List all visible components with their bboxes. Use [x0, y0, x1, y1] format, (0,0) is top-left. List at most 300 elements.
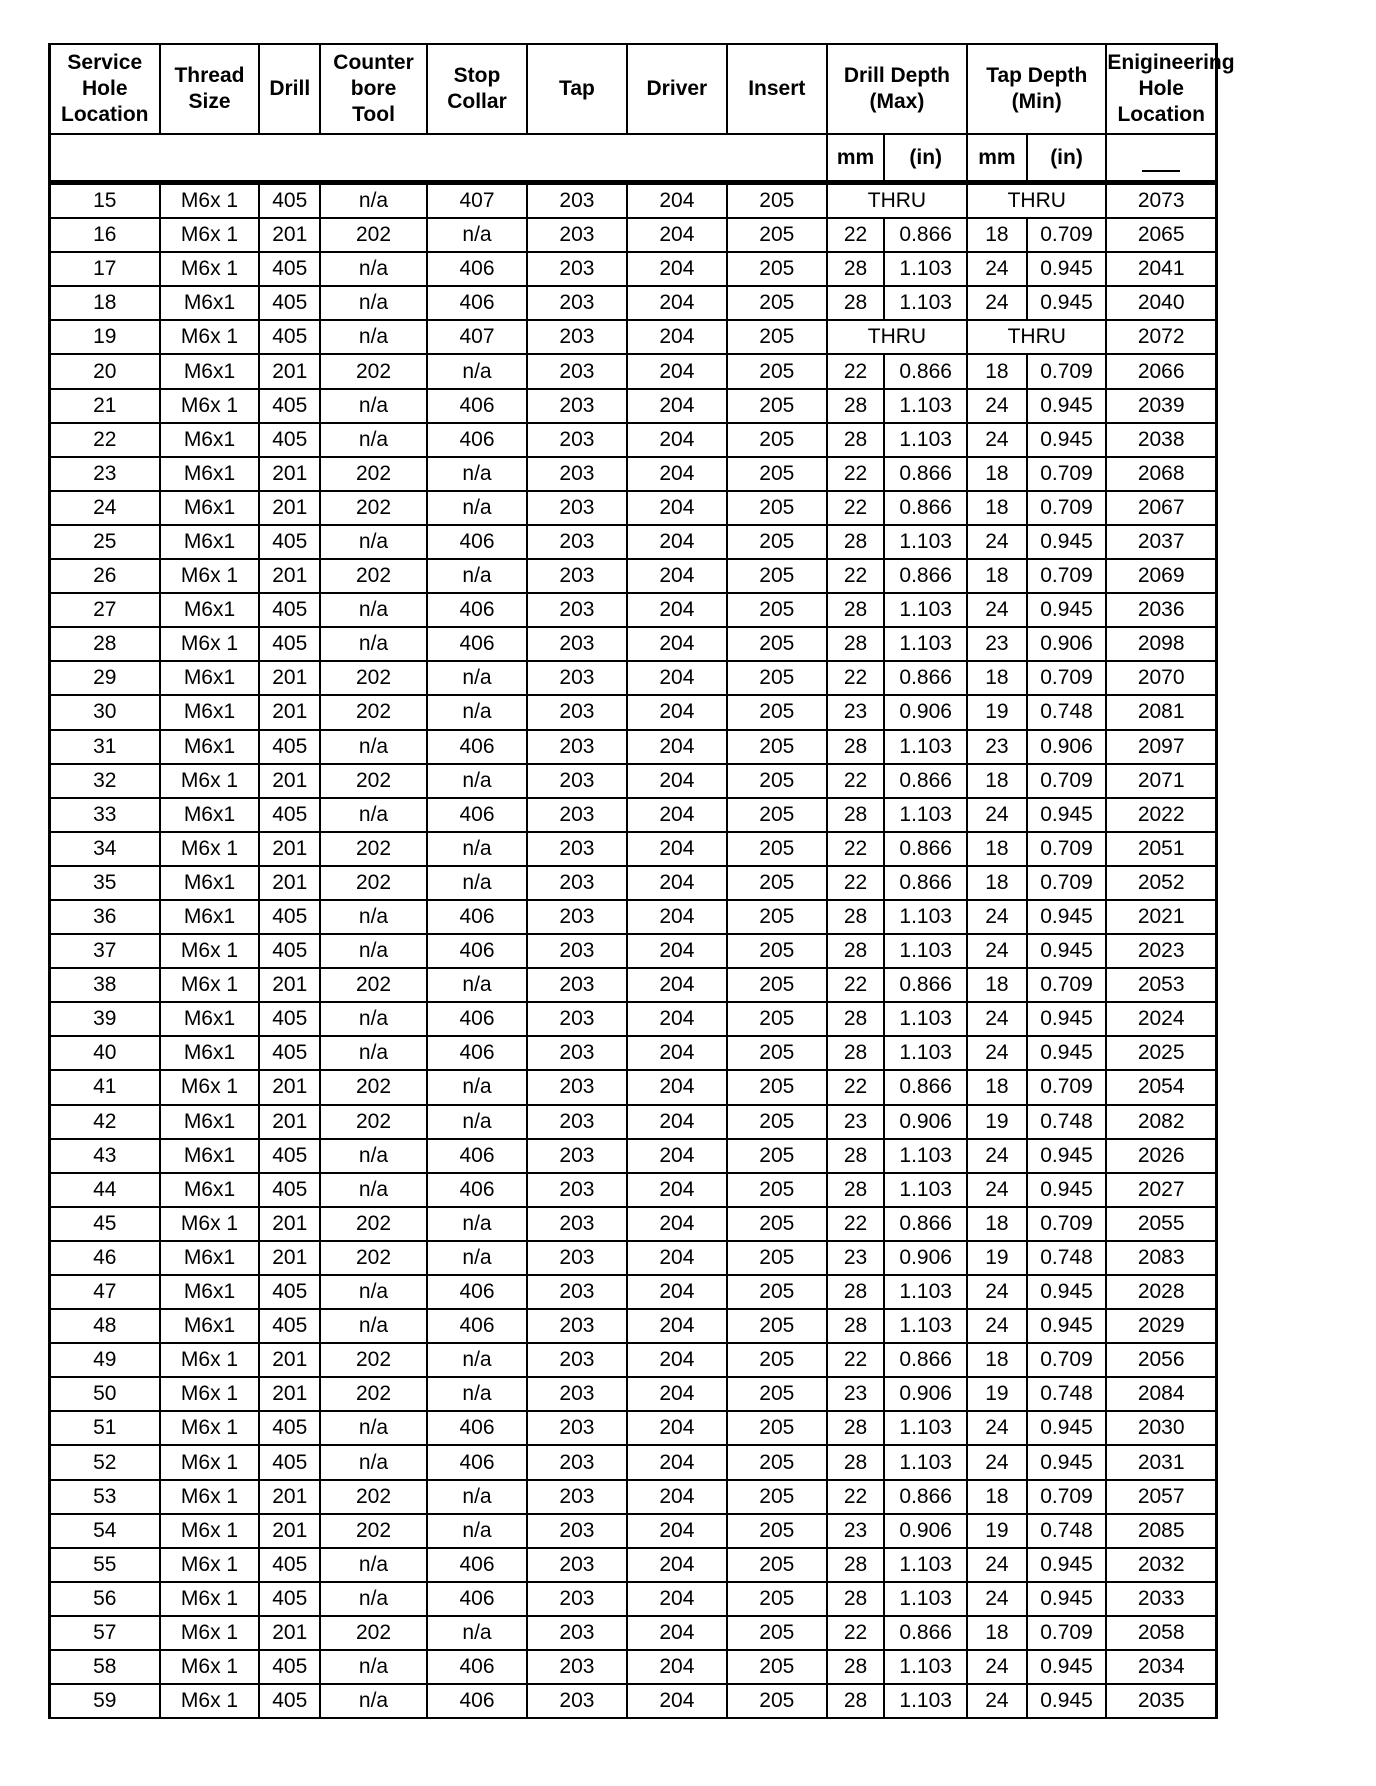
- cell-tap-depth-in: 0.709: [1027, 559, 1107, 593]
- table-row: [50, 695, 1217, 729]
- cell-counterbore: n/a: [320, 1139, 427, 1173]
- table-row: [50, 934, 1217, 968]
- cell-drill-depth-in: 0.866: [884, 1480, 967, 1514]
- cell-tap: 203: [527, 1139, 627, 1173]
- cell-drill-depth-mm: 28: [827, 900, 885, 934]
- cell-tap: 203: [527, 1548, 627, 1582]
- cell-eng-hole: 2082: [1106, 1105, 1216, 1139]
- cell-drill: 405: [259, 1548, 320, 1582]
- cell-drill-depth-mm: 22: [827, 866, 885, 900]
- cell-tap-depth-mm: 24: [967, 1275, 1027, 1309]
- cell-thread-size: M6x 1: [160, 1548, 260, 1582]
- cell-thread-size: M6x1: [160, 866, 260, 900]
- cell-tap-depth-in: 0.709: [1027, 218, 1107, 252]
- cell-stop-collar: 406: [427, 1139, 527, 1173]
- cell-driver: 204: [627, 1650, 727, 1684]
- cell-insert: 205: [727, 1139, 827, 1173]
- cell-counterbore: n/a: [320, 1684, 427, 1718]
- cell-driver: 204: [627, 730, 727, 764]
- cell-counterbore: n/a: [320, 1445, 427, 1479]
- cell-tap: 203: [527, 1241, 627, 1275]
- header-line: Driver: [646, 77, 708, 100]
- cell-insert: 205: [727, 695, 827, 729]
- cell-drill-depth-mm: 28: [827, 1548, 885, 1582]
- table-row: [50, 764, 1217, 798]
- cell-service-hole: 54: [50, 1514, 160, 1548]
- cell-counterbore: 202: [320, 491, 427, 525]
- cell-insert: 205: [727, 1070, 827, 1104]
- cell-service-hole: 16: [50, 218, 160, 252]
- cell-drill-depth-in: 0.866: [884, 457, 967, 491]
- header-line: Insert: [748, 77, 806, 100]
- cell-eng-hole: 2030: [1106, 1411, 1216, 1445]
- cell-service-hole: 21: [50, 389, 160, 423]
- cell-tap-depth-mm: 18: [967, 764, 1027, 798]
- cell-service-hole: 45: [50, 1207, 160, 1241]
- cell-tap-depth-mm: 24: [967, 525, 1027, 559]
- cell-drill-depth-in: 1.103: [884, 1275, 967, 1309]
- header-driver: [627, 44, 727, 134]
- cell-tap: 203: [527, 832, 627, 866]
- cell-insert: 205: [727, 1309, 827, 1343]
- cell-eng-hole: 2053: [1106, 968, 1216, 1002]
- cell-tap-depth-in: 0.945: [1027, 1275, 1107, 1309]
- cell-eng-hole: 2070: [1106, 661, 1216, 695]
- table-row: [50, 1343, 1217, 1377]
- cell-service-hole: 20: [50, 354, 160, 388]
- cell-eng-hole: 2069: [1106, 559, 1216, 593]
- cell-counterbore: 202: [320, 1514, 427, 1548]
- cell-thread-size: M6x1: [160, 695, 260, 729]
- table-row: [50, 1275, 1217, 1309]
- cell-counterbore: 202: [320, 354, 427, 388]
- header-engineering-hole-location: [1106, 44, 1235, 134]
- table-row: [50, 798, 1217, 832]
- cell-stop-collar: 406: [427, 1548, 527, 1582]
- cell-stop-collar: 406: [427, 1309, 527, 1343]
- cell-counterbore: n/a: [320, 1036, 427, 1070]
- cell-drill: 405: [259, 627, 320, 661]
- cell-tap: 203: [527, 1309, 627, 1343]
- cell-thread-size: M6x 1: [160, 1343, 260, 1377]
- cell-drill-depth-in: 1.103: [884, 627, 967, 661]
- cell-counterbore: 202: [320, 661, 427, 695]
- cell-counterbore: 202: [320, 968, 427, 1002]
- cell-eng-hole: 2033: [1106, 1582, 1216, 1616]
- cell-drill: 405: [259, 423, 320, 457]
- cell-stop-collar: 407: [427, 320, 527, 354]
- cell-insert: 205: [727, 866, 827, 900]
- header-counterbore-tool: [320, 44, 427, 134]
- cell-driver: 204: [627, 1684, 727, 1718]
- cell-drill-depth-mm: 22: [827, 1480, 885, 1514]
- cell-insert: 205: [727, 900, 827, 934]
- cell-tap: 203: [527, 1105, 627, 1139]
- cell-eng-hole: 2098: [1106, 627, 1216, 661]
- cell-drill-depth-in: 0.866: [884, 764, 967, 798]
- cell-stop-collar: n/a: [427, 866, 527, 900]
- cell-driver: 204: [627, 764, 727, 798]
- cell-service-hole: 22: [50, 423, 160, 457]
- cell-counterbore: n/a: [320, 1309, 427, 1343]
- cell-tap: 203: [527, 1445, 627, 1479]
- unit-in: (in): [1027, 134, 1107, 182]
- table-row: [50, 1411, 1217, 1445]
- table-row: [50, 525, 1217, 559]
- table-row: [50, 627, 1217, 661]
- cell-service-hole: 46: [50, 1241, 160, 1275]
- cell-drill-depth-mm: 28: [827, 593, 885, 627]
- cell-drill-depth-mm: 28: [827, 389, 885, 423]
- cell-tap-depth-in: 0.945: [1027, 1309, 1107, 1343]
- cell-counterbore: 202: [320, 832, 427, 866]
- cell-driver: 204: [627, 593, 727, 627]
- cell-counterbore: 202: [320, 866, 427, 900]
- cell-tap: 203: [527, 1377, 627, 1411]
- cell-insert: 205: [727, 1241, 827, 1275]
- cell-tap-depth-in: 0.906: [1027, 627, 1107, 661]
- cell-eng-hole: 2083: [1106, 1241, 1216, 1275]
- cell-drill: 405: [259, 1309, 320, 1343]
- cell-stop-collar: 406: [427, 798, 527, 832]
- cell-drill-depth-in: 1.103: [884, 423, 967, 457]
- cell-counterbore: n/a: [320, 593, 427, 627]
- cell-stop-collar: 407: [427, 184, 527, 218]
- cell-service-hole: 43: [50, 1139, 160, 1173]
- header-line: Location: [61, 103, 149, 126]
- cell-insert: 205: [727, 423, 827, 457]
- cell-insert: 205: [727, 389, 827, 423]
- cell-tap-depth-in: 0.945: [1027, 798, 1107, 832]
- cell-counterbore: 202: [320, 764, 427, 798]
- cell-drill-depth-mm: 28: [827, 252, 885, 286]
- cell-drill-depth-in: 0.906: [884, 695, 967, 729]
- table-row: [50, 593, 1217, 627]
- cell-drill-depth-in: 0.866: [884, 1343, 967, 1377]
- cell-tap-depth-mm: 23: [967, 730, 1027, 764]
- cell-counterbore: n/a: [320, 1650, 427, 1684]
- table-row: [50, 1514, 1217, 1548]
- cell-drill: 201: [259, 1241, 320, 1275]
- cell-drill: 405: [259, 525, 320, 559]
- cell-drill-depth-mm: 28: [827, 286, 885, 320]
- cell-drill: 201: [259, 1514, 320, 1548]
- cell-drill-depth-mm: 28: [827, 1582, 885, 1616]
- cell-tap: 203: [527, 184, 627, 218]
- cell-tap-depth-mm: 23: [967, 627, 1027, 661]
- header-line: Enigineering Hole: [1107, 51, 1235, 100]
- cell-thread-size: M6x 1: [160, 218, 260, 252]
- cell-drill-depth-mm: 28: [827, 1684, 885, 1718]
- cell-drill-depth-in: 1.103: [884, 1309, 967, 1343]
- cell-counterbore: 202: [320, 559, 427, 593]
- header-line: Drill: [269, 77, 311, 100]
- cell-tap-depth-in: 0.709: [1027, 661, 1107, 695]
- cell-insert: 205: [727, 968, 827, 1002]
- cell-thread-size: M6x1: [160, 1139, 260, 1173]
- table-row: [50, 252, 1217, 286]
- cell-drill-depth-mm: THRU: [827, 184, 967, 218]
- cell-stop-collar: n/a: [427, 491, 527, 525]
- cell-tap: 203: [527, 627, 627, 661]
- cell-tap-depth-mm: 24: [967, 423, 1027, 457]
- cell-drill: 201: [259, 1480, 320, 1514]
- header-line: Location: [1117, 103, 1205, 126]
- cell-stop-collar: n/a: [427, 218, 527, 252]
- cell-tap-depth-mm: 24: [967, 798, 1027, 832]
- cell-thread-size: M6x1: [160, 286, 260, 320]
- cell-tap-depth-mm: THRU: [967, 184, 1106, 218]
- cell-tap: 203: [527, 1616, 627, 1650]
- cell-drill: 405: [259, 730, 320, 764]
- cell-service-hole: 32: [50, 764, 160, 798]
- cell-thread-size: M6x 1: [160, 968, 260, 1002]
- cell-drill-depth-mm: 28: [827, 423, 885, 457]
- cell-stop-collar: 406: [427, 1582, 527, 1616]
- cell-tap-depth-in: 0.748: [1027, 695, 1107, 729]
- cell-drill: 405: [259, 1582, 320, 1616]
- cell-driver: 204: [627, 1548, 727, 1582]
- cell-service-hole: 49: [50, 1343, 160, 1377]
- cell-tap-depth-in: 0.748: [1027, 1105, 1107, 1139]
- cell-tap: 203: [527, 423, 627, 457]
- cell-stop-collar: 406: [427, 1411, 527, 1445]
- cell-tap: 203: [527, 1582, 627, 1616]
- cell-thread-size: M6x 1: [160, 1070, 260, 1104]
- cell-insert: 205: [727, 1105, 827, 1139]
- table-row: [50, 1650, 1217, 1684]
- cell-drill: 201: [259, 457, 320, 491]
- cell-service-hole: 27: [50, 593, 160, 627]
- cell-stop-collar: 406: [427, 627, 527, 661]
- cell-drill-depth-in: 1.103: [884, 798, 967, 832]
- cell-tap: 203: [527, 457, 627, 491]
- cell-eng-hole: 2056: [1106, 1343, 1216, 1377]
- cell-service-hole: 19: [50, 320, 160, 354]
- cell-drill-depth-in: 0.866: [884, 1207, 967, 1241]
- cell-drill-depth-in: 0.866: [884, 218, 967, 252]
- cell-drill-depth-mm: 22: [827, 457, 885, 491]
- table-row: [50, 1139, 1217, 1173]
- cell-service-hole: 38: [50, 968, 160, 1002]
- cell-drill: 405: [259, 389, 320, 423]
- cell-service-hole: 28: [50, 627, 160, 661]
- cell-eng-hole: 2036: [1106, 593, 1216, 627]
- cell-tap: 203: [527, 593, 627, 627]
- cell-tap-depth-mm: 24: [967, 1309, 1027, 1343]
- cell-tap-depth-in: 0.709: [1027, 1480, 1107, 1514]
- cell-driver: 204: [627, 525, 727, 559]
- cell-drill-depth-in: 1.103: [884, 730, 967, 764]
- cell-drill-depth-mm: 22: [827, 559, 885, 593]
- cell-stop-collar: n/a: [427, 354, 527, 388]
- cell-insert: 205: [727, 627, 827, 661]
- cell-drill-depth-in: 1.103: [884, 1650, 967, 1684]
- cell-thread-size: M6x1: [160, 798, 260, 832]
- cell-stop-collar: n/a: [427, 1070, 527, 1104]
- cell-eng-hole: 2073: [1106, 184, 1216, 218]
- cell-stop-collar: n/a: [427, 559, 527, 593]
- cell-tap-depth-in: 0.709: [1027, 832, 1107, 866]
- cell-thread-size: M6x1: [160, 593, 260, 627]
- cell-tap-depth-in: 0.709: [1027, 1207, 1107, 1241]
- cell-drill-depth-in: 1.103: [884, 525, 967, 559]
- cell-tap-depth-mm: 24: [967, 1036, 1027, 1070]
- cell-eng-hole: 2022: [1106, 798, 1216, 832]
- cell-tap-depth-mm: 19: [967, 1377, 1027, 1411]
- cell-drill-depth-in: 1.103: [884, 1411, 967, 1445]
- cell-tap-depth-mm: 24: [967, 389, 1027, 423]
- cell-drill: 201: [259, 764, 320, 798]
- cell-tap: 203: [527, 1411, 627, 1445]
- cell-driver: 204: [627, 1036, 727, 1070]
- cell-tap-depth-mm: 18: [967, 661, 1027, 695]
- cell-tap: 203: [527, 320, 627, 354]
- cell-tap-depth-mm: 18: [967, 1070, 1027, 1104]
- header-line: Counter: [333, 51, 414, 74]
- cell-insert: 205: [727, 1650, 827, 1684]
- cell-thread-size: M6x1: [160, 423, 260, 457]
- cell-driver: 204: [627, 286, 727, 320]
- cell-stop-collar: 406: [427, 1002, 527, 1036]
- cell-insert: 205: [727, 832, 827, 866]
- header-stop-collar: [427, 44, 527, 134]
- cell-tap-depth-mm: 18: [967, 218, 1027, 252]
- cell-drill-depth-mm: 22: [827, 491, 885, 525]
- cell-counterbore: n/a: [320, 184, 427, 218]
- cell-counterbore: n/a: [320, 900, 427, 934]
- table-row: [50, 320, 1217, 354]
- header-tap-depth: [967, 44, 1106, 134]
- cell-eng-hole: 2051: [1106, 832, 1216, 866]
- cell-stop-collar: 406: [427, 1173, 527, 1207]
- cell-drill-depth-mm: 28: [827, 934, 885, 968]
- table-row: [50, 184, 1217, 218]
- cell-drill: 405: [259, 320, 320, 354]
- unit-mm: mm: [827, 134, 885, 182]
- cell-tap: 203: [527, 1650, 627, 1684]
- header-line: Thread: [174, 64, 245, 87]
- cell-service-hole: 42: [50, 1105, 160, 1139]
- cell-tap: 203: [527, 218, 627, 252]
- cell-tap-depth-mm: 18: [967, 1207, 1027, 1241]
- cell-insert: 205: [727, 1582, 827, 1616]
- cell-drill-depth-mm: 23: [827, 1105, 885, 1139]
- cell-drill-depth-mm: 22: [827, 1207, 885, 1241]
- cell-driver: 204: [627, 1616, 727, 1650]
- cell-service-hole: 34: [50, 832, 160, 866]
- cell-tap: 203: [527, 798, 627, 832]
- cell-drill-depth-in: 1.103: [884, 593, 967, 627]
- cell-stop-collar: 406: [427, 1650, 527, 1684]
- cell-stop-collar: 406: [427, 1275, 527, 1309]
- cell-eng-hole: 2035: [1106, 1684, 1216, 1718]
- cell-eng-hole: 2023: [1106, 934, 1216, 968]
- cell-thread-size: M6x 1: [160, 184, 260, 218]
- cell-drill-depth-mm: 28: [827, 1411, 885, 1445]
- cell-stop-collar: n/a: [427, 661, 527, 695]
- cell-drill: 201: [259, 866, 320, 900]
- cell-drill-depth-mm: 23: [827, 1514, 885, 1548]
- cell-drill-depth-mm: 22: [827, 354, 885, 388]
- cell-thread-size: M6x1: [160, 1173, 260, 1207]
- cell-driver: 204: [627, 832, 727, 866]
- cell-tap-depth-mm: 19: [967, 1514, 1027, 1548]
- cell-tap-depth-mm: 18: [967, 1343, 1027, 1377]
- table-row: [50, 423, 1217, 457]
- cell-drill: 405: [259, 286, 320, 320]
- cell-drill-depth-in: 0.906: [884, 1377, 967, 1411]
- cell-drill: 201: [259, 661, 320, 695]
- cell-insert: 205: [727, 593, 827, 627]
- cell-drill: 201: [259, 218, 320, 252]
- unit-dash: [1106, 134, 1216, 182]
- cell-driver: 204: [627, 354, 727, 388]
- cell-insert: 205: [727, 1514, 827, 1548]
- cell-insert: 205: [727, 934, 827, 968]
- cell-drill: 405: [259, 252, 320, 286]
- cell-driver: 204: [627, 1105, 727, 1139]
- cell-eng-hole: 2041: [1106, 252, 1216, 286]
- cell-drill: 201: [259, 1343, 320, 1377]
- cell-drill-depth-in: 0.866: [884, 1070, 967, 1104]
- cell-thread-size: M6x 1: [160, 1445, 260, 1479]
- cell-thread-size: M6x1: [160, 900, 260, 934]
- cell-drill-depth-in: 0.866: [884, 832, 967, 866]
- cell-service-hole: 41: [50, 1070, 160, 1104]
- cell-thread-size: M6x 1: [160, 764, 260, 798]
- cell-drill-depth-in: 1.103: [884, 1445, 967, 1479]
- cell-insert: 205: [727, 1480, 827, 1514]
- table-row: [50, 1445, 1217, 1479]
- cell-drill: 201: [259, 1377, 320, 1411]
- cell-tap-depth-mm: 24: [967, 1650, 1027, 1684]
- cell-drill: 405: [259, 593, 320, 627]
- cell-drill-depth-in: 1.103: [884, 1002, 967, 1036]
- cell-tap-depth-mm: 18: [967, 559, 1027, 593]
- cell-drill: 405: [259, 1036, 320, 1070]
- cell-counterbore: n/a: [320, 1582, 427, 1616]
- cell-tap-depth-mm: 18: [967, 457, 1027, 491]
- cell-drill-depth-mm: 23: [827, 695, 885, 729]
- cell-thread-size: M6x 1: [160, 389, 260, 423]
- cell-tap-depth-mm: 24: [967, 252, 1027, 286]
- cell-counterbore: 202: [320, 695, 427, 729]
- table-row: [50, 1173, 1217, 1207]
- tool-spec-table: [48, 43, 1235, 1719]
- cell-service-hole: 52: [50, 1445, 160, 1479]
- cell-stop-collar: 406: [427, 389, 527, 423]
- cell-drill-depth-in: 1.103: [884, 252, 967, 286]
- cell-thread-size: M6x 1: [160, 934, 260, 968]
- cell-insert: 205: [727, 354, 827, 388]
- cell-tap-depth-in: 0.709: [1027, 457, 1107, 491]
- cell-driver: 204: [627, 900, 727, 934]
- cell-tap-depth-in: 0.709: [1027, 354, 1107, 388]
- cell-stop-collar: n/a: [427, 1241, 527, 1275]
- header-line: Tap: [559, 77, 595, 100]
- cell-stop-collar: 406: [427, 1445, 527, 1479]
- cell-drill-depth-mm: 28: [827, 1275, 885, 1309]
- cell-eng-hole: 2024: [1106, 1002, 1216, 1036]
- cell-driver: 204: [627, 457, 727, 491]
- cell-drill-depth-in: 0.906: [884, 1514, 967, 1548]
- cell-insert: 205: [727, 764, 827, 798]
- cell-drill-depth-in: 0.866: [884, 968, 967, 1002]
- cell-counterbore: n/a: [320, 934, 427, 968]
- cell-tap-depth-mm: 24: [967, 593, 1027, 627]
- cell-insert: 205: [727, 1275, 827, 1309]
